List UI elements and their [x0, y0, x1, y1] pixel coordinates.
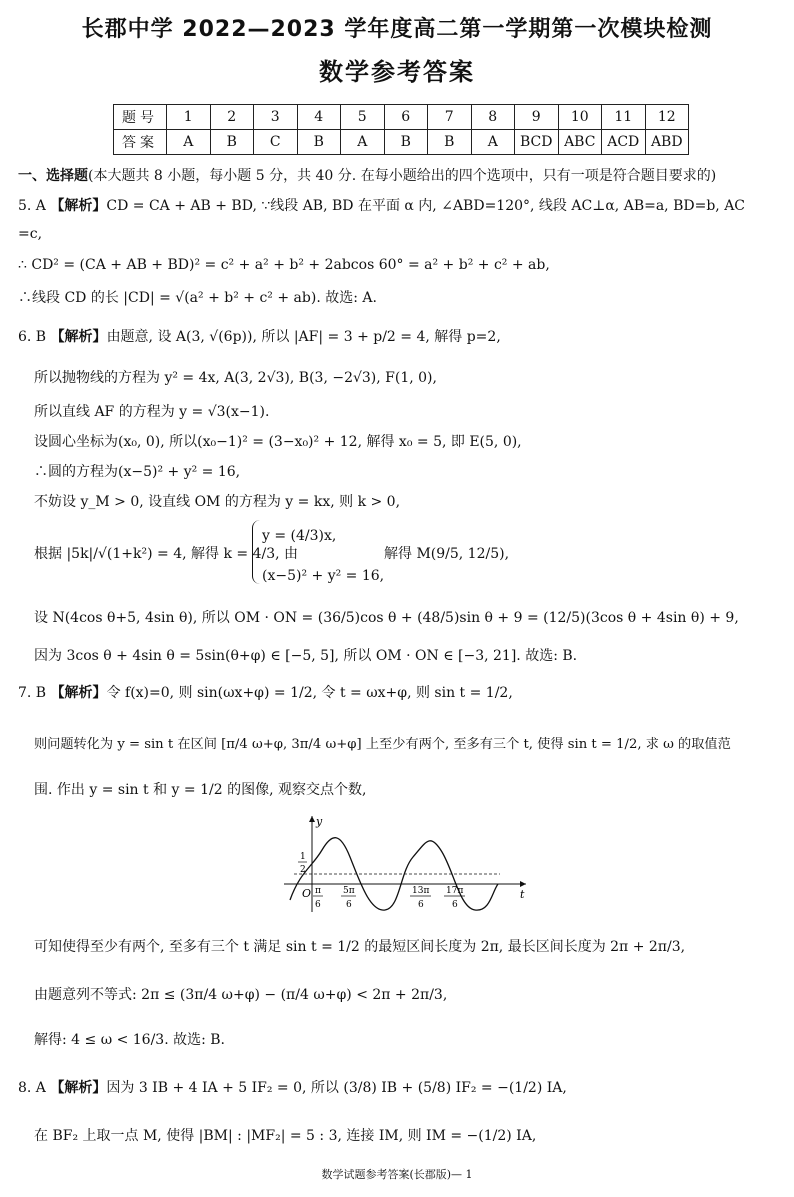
section-title: 一、选择题	[18, 168, 88, 184]
q7-text: 令 f(x)=0, 则 sin(ωx+φ) = 1/2, 令 t = ωx+φ, 则 sin t = 1/2,	[106, 685, 513, 701]
q6-system-result: 解得 M(9/5, 12/5),	[384, 546, 510, 562]
table-cell: 5	[341, 105, 385, 130]
table-cell: A	[167, 130, 211, 155]
table-header-cell: 题号	[114, 105, 167, 130]
q8-line-1	[18, 1078, 782, 1098]
q6-line-4: 设圆心坐标为(x₀, 0), 所以(x₀−1)² = (3−x₀)² + 12, 解得 x₀ = 5, 即 E(5, 0),	[34, 434, 522, 450]
q7-line-3: 围. 作出 y = sin t 和 y = 1/2 的图像, 观察交点个数,	[34, 782, 367, 798]
section-heading	[18, 166, 782, 186]
t-axis-arrow	[520, 881, 526, 887]
table-cell: ACD	[602, 130, 646, 155]
table-cell: C	[254, 130, 298, 155]
table-row	[114, 130, 689, 155]
table-cell: B	[428, 130, 472, 155]
q7-line-1	[18, 683, 782, 703]
table-cell: 10	[558, 105, 602, 130]
q6-line-9: 因为 3cos θ + 4sin θ = 5sin(θ+φ) ∈ [−5, 5], 所以 OM · ON ∈ [−3, 21]. 故选: B.	[34, 648, 578, 664]
half-numerator: 1	[300, 852, 306, 862]
table-cell: A	[471, 130, 515, 155]
q8-line-2: 在 BF₂ 上取一点 M, 使得 |BM| : |MF₂| = 5 : 3, 连接 IM, 则 IM = −(1/2) IA,	[34, 1128, 537, 1144]
table-cell: 2	[210, 105, 254, 130]
page-footer: 数学试题参考答案(长郡版)— 1	[321, 1168, 473, 1181]
q6-line-6: 不妨设 y_M > 0, 设直线 OM 的方程为 y = kx, 则 k > 0,	[34, 494, 401, 510]
tick-label: 6	[315, 900, 321, 910]
table-cell: B	[210, 130, 254, 155]
table-cell: ABD	[645, 130, 689, 155]
q6-system-eq-2: (x−5)² + y² = 16,	[262, 568, 385, 584]
table-cell: 11	[602, 105, 646, 130]
q7-answer: 7. B	[18, 685, 47, 701]
table-row	[114, 105, 689, 130]
tick-label: 6	[418, 900, 424, 910]
table-cell: 7	[428, 105, 472, 130]
q5-answer: 5. A	[18, 198, 46, 214]
origin-label: O	[302, 887, 312, 900]
table-header-cell: 答案	[114, 130, 167, 155]
q7-line-2: 则问题转化为 y = sin t 在区间 [π/4 ω+φ, 3π/4 ω+φ] 上至少有两个, 至多有三个 t, 使得 sin t = 1/2, 求 ω 的取值范	[34, 737, 731, 752]
q7-line-5: 由题意列不等式: 2π ≤ (3π/4 ω+φ) − (π/4 ω+φ) < 2π + 2π/3,	[34, 987, 448, 1003]
sine-graph	[280, 812, 530, 916]
q6-line-5: ∴圆的方程为(x−5)² + y² = 16,	[34, 464, 241, 480]
q7-line-6: 解得: 4 ≤ ω < 16/3. 故选: B.	[34, 1032, 225, 1048]
table-cell: 4	[297, 105, 341, 130]
table-cell: B	[384, 130, 428, 155]
q6-line-1	[18, 327, 782, 347]
table-cell: A	[341, 130, 385, 155]
q8-text: 因为 3 IB + 4 IA + 5 IF₂ = 0, 所以 (3/8) IB + (5/8) IF₂ = −(1/2) IA,	[106, 1080, 567, 1096]
table-cell: ABC	[558, 130, 602, 155]
tick-label: π	[315, 886, 321, 896]
q6-line-2: 所以抛物线的方程为 y² = 4x, A(3, 2√3), B(3, −2√3), F(1, 0),	[34, 370, 437, 386]
tick-label: 13π	[412, 886, 430, 896]
q5-line-1	[18, 196, 782, 216]
q8-answer: 8. A	[18, 1080, 46, 1096]
half-denominator: 2	[300, 865, 306, 875]
tick-label: 5π	[343, 886, 355, 896]
q6-line-3: 所以直线 AF 的方程为 y = √3(x−1).	[34, 404, 270, 420]
table-cell: 3	[254, 105, 298, 130]
tick-label: 6	[452, 900, 458, 910]
table-cell: 8	[471, 105, 515, 130]
table-cell: 12	[645, 105, 689, 130]
q5-line-3: ∴ CD² = (CA + AB + BD)² = c² + a² + b² + 2abcos 60° = a² + b² + c² + ab,	[18, 257, 550, 273]
q6-system-eq-1: y = (4/3)x,	[262, 528, 337, 544]
q5-line-2: =c,	[18, 226, 43, 242]
table-cell: 9	[515, 105, 559, 130]
table-cell: BCD	[515, 130, 559, 155]
q6-line-8: 设 N(4cos θ+5, 4sin θ), 所以 OM · ON = (36/5)cos θ + (48/5)sin θ + 9 = (12/5)(3cos θ + 4sin θ) + 9,	[34, 610, 739, 626]
tick-label: 17π	[446, 886, 464, 896]
y-axis-label: y	[316, 815, 323, 828]
q5-text: CD = CA + AB + BD, ∵线段 AB, BD 在平面 α 内, ∠ABD=120°, 线段 AC⊥α, AB=a, BD=b, AC	[106, 198, 746, 214]
tick-label: 6	[346, 900, 352, 910]
q7-tag: 【解析】	[50, 685, 107, 701]
q5-tag: 【解析】	[50, 198, 107, 214]
q6-tag: 【解析】	[50, 329, 107, 345]
q6-answer: 6. B	[18, 329, 47, 345]
page-title: 长郡中学 2022—2023 学年度高二第一学期第一次模块检测	[81, 17, 713, 42]
answer-table	[113, 104, 689, 155]
q7-line-4: 可知使得至少有两个, 至多有三个 t 满足 sin t = 1/2 的最短区间长度为 2π, 最长区间长度为 2π + 2π/3,	[34, 939, 686, 955]
q6-text: 由题意, 设 A(3, √(6p)), 所以 |AF| = 3 + p/2 = 4, 解得 p=2,	[106, 329, 501, 345]
page-subtitle: 数学参考答案	[319, 58, 475, 86]
section-note: (本大题共 8 小题，每小题 5 分，共 40 分. 在每小题给出的四个选项中，只有一项是符合题目要求的)	[88, 168, 717, 184]
q8-tag: 【解析】	[50, 1080, 107, 1096]
table-cell: B	[297, 130, 341, 155]
table-cell: 6	[384, 105, 428, 130]
y-axis-arrow	[309, 816, 315, 822]
q5-line-4: ∴线段 CD 的长 |CD| = √(a² + b² + c² + ab). 故选: A.	[18, 290, 377, 306]
t-axis-label: t	[520, 888, 525, 901]
q6-text: 根据 |5k|/√(1+k²) = 4, 解得 k = 4/3, 由	[34, 546, 299, 562]
table-cell: 1	[167, 105, 211, 130]
